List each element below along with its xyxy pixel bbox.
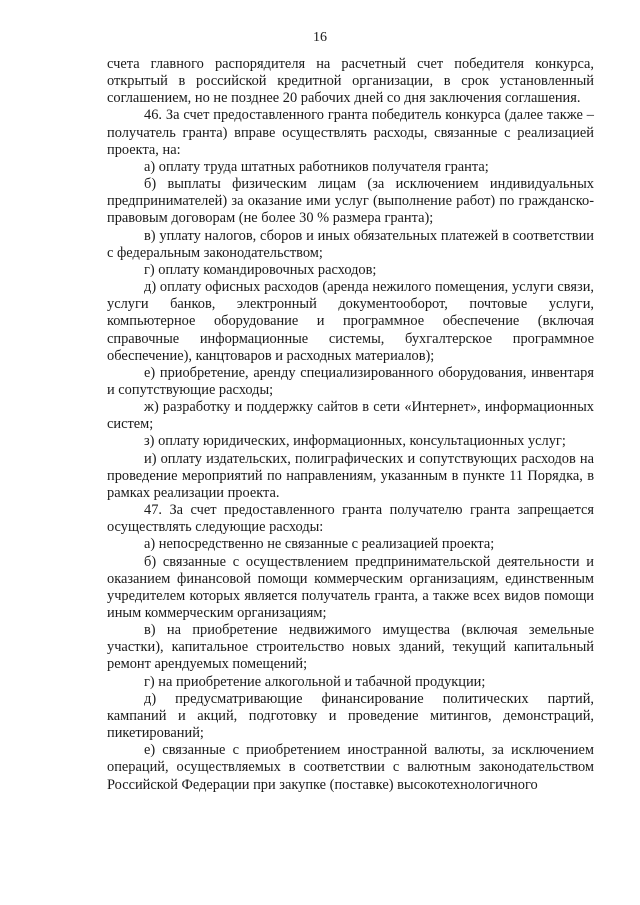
- clause-46-item-v: в) уплату налогов, сборов и иных обязательных платежей в соответствии с федеральным законодательством;: [107, 227, 594, 261]
- clause-46-item-a: а) оплату труда штатных работников получателя гранта;: [144, 158, 489, 175]
- clause-47: 47. За счет предоставленного гранта получателю гранта запрещается осуществлять следующие расходы:: [107, 502, 594, 536]
- clause-47-item-a: а) непосредственно не связанные с реализацией проекта;: [144, 536, 495, 553]
- clause-47-item-b: б) связанные с осуществлением предпринимательской деятельности и оказанием финансовой помощи коммерческим организациям, единственным учредителем которых является получатель гранта, а также всех видов помощи иным коммерческим организациям;: [107, 553, 594, 621]
- clause-46-item-i: и) оплату издательских, полиграфических и сопутствующих расходов на проведение мероприятий по направлениям, указанным в пункте 11 Порядка, в рамках реализации проекта.: [107, 450, 594, 501]
- document-body: [107, 56, 594, 794]
- clause-47-item-g: г) на приобретение алкогольной и табачной продукции;: [144, 673, 486, 690]
- clause-46-item-d: д) оплату офисных расходов (аренда нежилого помещения, услуги связи, услуги банков, электронный документооборот, почтовые услуги, компьютерное оборудование и программное обеспечение (включая справочные информационные системы, бухгалтерское программное обеспечение), канцтоваров и расходных материалов);: [107, 279, 594, 364]
- clause-46-item-z: з) оплату юридических, информационных, консультационных услуг;: [144, 433, 566, 450]
- paragraph: счета главного распорядителя на расчетный счет победителя конкурса, открытый в российской кредитной организации, в срок установленный соглашением, но не позднее 20 рабочих дней со дня заключения соглашения.: [107, 56, 594, 107]
- clause-47-item-e: е) связанные с приобретением иностранной валюты, за исключением операций, осуществляемых в соответствии с валютным законодательством Российской Федерации при закупке (поставке) высокотехнологичного: [107, 742, 594, 793]
- clause-47-item-d: д) предусматривающие финансирование политических партий, кампаний и акций, подготовку и проведение митингов, демонстраций, пикетирований;: [107, 690, 594, 742]
- clause-46-item-b: б) выплаты физическим лицам (за исключением индивидуальных предпринимателей) за оказание ими услуг (выполнение работ) по гражданско-правовым договорам (не более 30 % размера гранта);: [107, 176, 594, 227]
- clause-46: 46. За счет предоставленного гранта победитель конкурса (далее также – получатель гранта) вправе осуществлять расходы, связанные с реализацией проекта, на:: [107, 107, 594, 158]
- clause-47-item-v: в) на приобретение недвижимого имущества (включая земельные участки), капитальное строительство новых зданий, текущий капитальный ремонт арендуемых помещений;: [107, 622, 594, 673]
- clause-46-item-zh: ж) разработку и поддержку сайтов в сети «Интернет», информационных систем;: [107, 399, 594, 433]
- page-number: 16: [313, 30, 327, 45]
- clause-46-item-g: г) оплату командировочных расходов;: [144, 261, 377, 278]
- clause-46-item-e: е) приобретение, аренду специализированного оборудования, инвентаря и сопутствующие расходы;: [107, 364, 594, 398]
